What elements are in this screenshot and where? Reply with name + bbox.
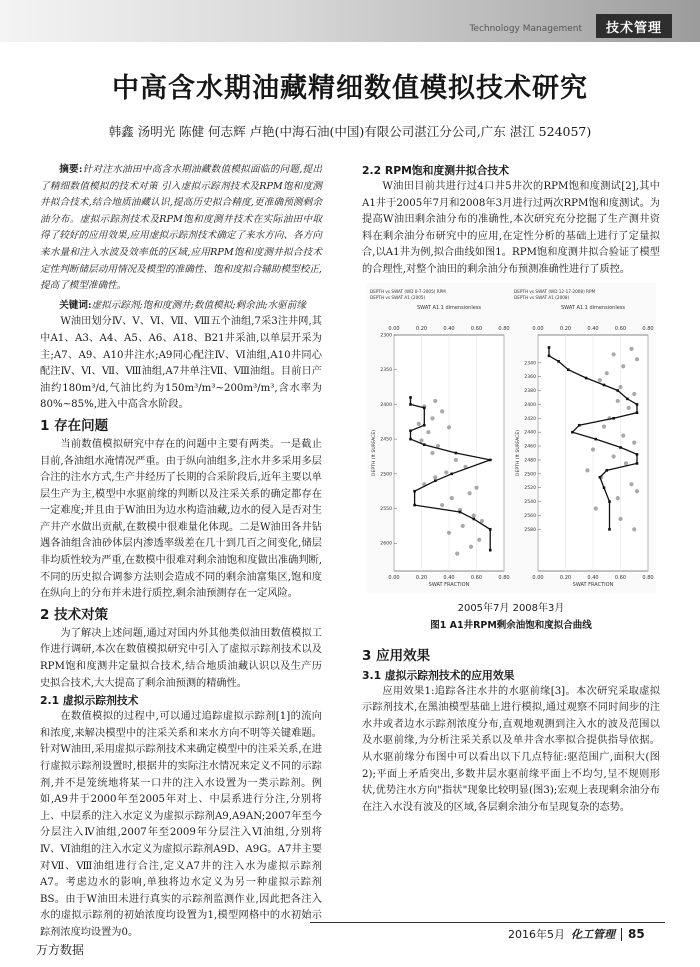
y-tick-label: 2550 — [380, 506, 392, 512]
model-point — [409, 403, 412, 406]
y-axis-label: DEPTH (ft SURFACE) — [516, 429, 521, 476]
x-tick-label: 0.60 — [614, 574, 627, 581]
rpm-data-point — [417, 421, 421, 425]
rpm-data-point — [618, 516, 622, 520]
rpm-data-point — [612, 454, 616, 458]
model-point — [413, 489, 416, 492]
x-axis-label: SWAT FRACTION — [428, 581, 470, 588]
model-point — [605, 469, 608, 472]
model-point — [548, 346, 551, 349]
rpm-data-point — [605, 371, 609, 375]
x-tick-label: 0.40 — [587, 574, 599, 581]
section-tag: 技术管理 — [596, 14, 672, 38]
rpm-data-point — [635, 357, 639, 361]
rpm-data-point — [461, 523, 465, 527]
y-tick-label: 2380 — [524, 388, 536, 394]
model-point — [409, 437, 412, 440]
rpm-data-point — [447, 530, 451, 534]
rpm-data-point — [440, 503, 444, 507]
rpm-data-point — [585, 468, 589, 472]
y-tick-label: 2450 — [380, 437, 392, 443]
rpm-data-point — [433, 475, 437, 479]
header-band — [0, 0, 700, 42]
legend-entry: DEPTH vs SWAT (WD 0-7-2005) RPM — [370, 288, 446, 294]
model-point — [599, 476, 602, 479]
x-tick-label: 0.80 — [642, 574, 654, 581]
model-point — [409, 429, 412, 432]
model-point — [423, 423, 426, 426]
x-tick-label: 0.20 — [559, 574, 572, 581]
x-tick-label: 0.40 — [443, 574, 455, 581]
rpm-data-point — [632, 527, 636, 531]
x-tick-label-top: 0.00 — [388, 325, 400, 332]
model-point — [423, 406, 426, 409]
section-1-heading: 1 存在问题 — [40, 417, 109, 434]
figure-1 — [362, 283, 660, 643]
y-tick-label: 2540 — [524, 499, 536, 505]
x-tick-label-top: 0.60 — [614, 325, 627, 332]
model-point — [489, 528, 492, 531]
rpm-data-point — [477, 537, 481, 541]
rpm-data-point — [468, 491, 472, 495]
rpm-data-point — [591, 447, 595, 451]
section-3-1-paragraph: 应用效果1:追踪各注水井的水驱前缘[3]。本次研究采取虚拟示踪剂技术,在黑油模型基础上进行模拟,通过观察不同时间步的注水井或者边水示踪剂浓度分布,直观地观测到注入水的波及范围以及水驱前缘,为分析注采关系以及单井含水率拟合提供指导依据。从水驱前缘分布图中可以看出以下几点特征:驱范围广,面积大(图2);平面上矛盾突出,多数井层水驱前缘平面上不均匀,呈不规则形状,优势注水方向"指状"现象比较明显(图3);宏观上表现剩余油分布在注入水没有波及的区域,各层剩余油分布呈现复杂的态势。 — [362, 685, 660, 813]
x-tick-label-top: 0.80 — [642, 325, 654, 332]
model-point — [423, 443, 426, 446]
y-tick-label: 2580 — [524, 527, 536, 533]
section-2-2-paragraph: W油田目前共进行过4口井5井次的RPM饱和度测试[2],其中A1井于2005年7月和2008年3月进行过两次RPM饱和度测试。为提高W油田剩余油分布的准确性,本次研究充分挖掘了生产测井资料在剩余油分布研究中的应用,在定性分析的基础上进行了定量拟合,以A1井为例,拟合曲线如图1。RPM饱和度测井拟合验证了模型的合理性,对整个油田的剩余油分布预测准确性进行了质控。 — [362, 181, 660, 275]
rpm-data-point — [635, 489, 639, 493]
y-tick-label: 2560 — [524, 513, 536, 519]
legend-entry: DEPTH vs SWAT A1 (2008) — [514, 294, 570, 300]
rpm-data-point — [612, 352, 616, 356]
x-tick-label-top: 0.00 — [532, 325, 544, 332]
rpm-data-point — [469, 544, 473, 548]
y-tick-label: 2480 — [524, 458, 536, 464]
y-tick-label: 2300 — [380, 333, 392, 339]
abstract — [40, 162, 322, 295]
rpm-data-point — [426, 430, 430, 434]
rpm-data-point — [433, 398, 437, 402]
x-tick-label: 0.60 — [470, 574, 483, 581]
model-point — [636, 453, 639, 456]
x-tick-label-top: 0.80 — [498, 325, 510, 332]
model-point — [409, 396, 412, 399]
abstract-text: 针对注水油田中高含水期油藏数值模拟面临的问题,提出了精细数值模拟的技术对策 引入虚拟示踪剂技术及RPM饱和度测井拟合技术,结合地质油藏认识,提高历史拟合精度,更准确预测剩余油分布。虚拟示踪剂技术及RPM饱和度测井技术在实际油田中取得了较好的应用效果,应用虚拟示踪剂技术确定了来水方向、各方向来水量和注入水波及效率低的区域,应用RPM饱和度测井拟合技术定性判断储层动用情况及模型的准确性、饱和度拟合辅助模型校正,提高了模型准确性。 — [40, 164, 322, 292]
y-axis-label: DEPTH (ft SURFACE) — [372, 429, 377, 476]
model-point — [636, 403, 639, 406]
model-point — [557, 360, 560, 363]
rpm-data-point — [621, 433, 625, 437]
rpm-data-point — [430, 416, 434, 420]
y-tick-label: 2600 — [380, 541, 392, 547]
page-number: 85 — [628, 927, 645, 941]
y-tick-label: 2520 — [524, 485, 536, 491]
rpm-data-point — [455, 551, 459, 555]
section-2-1-paragraph: 在数值模拟的过程中,可以通过追踪虚拟示踪剂[1]的流向和浓度,来解决模型中的注采关系和来水方向不明等关键难题。针对W油田,采用虚拟示踪剂技术来确定模型中的注采关系,在进行虚拟示踪剂设置时,根据井的实际注水情况来定义不同的示踪剂,并不是笼统地将某一口井的注入水设置为一类示踪剂。例如,A9井于2000年至2005年对上、中层系进行分注,分别将上、中层系的注入水定义为虚拟示踪剂A9,A9AN;2007年至今分层注入Ⅳ油组,2007年至2009年分层注入Ⅵ油组,分别将Ⅳ、Ⅵ油组的注入水定义为虚拟示踪剂A9D、A9G。A7井主要对Ⅶ、Ⅷ油组进行合注,定义A7井的注入水为虚拟示踪剂A7。考虑边水的影响,单独将边水定义为另一种虚拟示踪剂BS。由于W油田未进行真实的示踪剂监测作业,因此把各注入水的虚拟示踪剂的初始浓度均设置为1,模型网格中的水初始示踪剂浓度均设置为0。 — [40, 711, 322, 938]
model-point — [608, 500, 611, 503]
x-axis-label: SWAT FRACTION — [572, 581, 614, 588]
legend-entry: DEPTH vs SWAT A1 (2005) — [370, 294, 426, 300]
model-point — [578, 423, 581, 426]
model-point — [594, 437, 597, 440]
paper-title: 中高含水期油藏精细数值模拟技术研究 — [112, 73, 588, 104]
keywords-text: 虚拟示踪剂;饱和度测井;数值模拟;剩余油;水驱前缘 — [91, 299, 306, 311]
section-3-1-heading: 3.1 虚拟示踪剂技术的应用效果 — [362, 668, 515, 682]
model-point — [459, 510, 462, 513]
legend-entry: DEPTH vs SWAT (WD 12-17-2008) RPM — [514, 288, 596, 294]
y-tick-label: 2400 — [380, 402, 392, 408]
x-tick-label: 0.00 — [532, 574, 544, 581]
model-point — [603, 383, 606, 386]
footer-date: 2016年5月 — [508, 928, 565, 941]
model-point — [608, 528, 611, 531]
journal-name: 化工管理 — [571, 928, 615, 941]
y-tick-label: 2360 — [524, 374, 536, 380]
rpm-data-point — [440, 409, 444, 413]
x-tick-label-top: 0.60 — [470, 325, 483, 332]
authors: 韩鑫 汤明光 陈健 何志辉 卢艳(中海石油(中国)有限公司湛江分公司,广东 湛江 524057) — [108, 124, 592, 139]
model-point — [571, 430, 574, 433]
rpm-data-point — [616, 496, 620, 500]
rpm-data-point — [444, 470, 448, 474]
section-2-1-heading: 2.1 虚拟示踪剂技术 — [40, 694, 139, 708]
rpm-data-point — [629, 482, 633, 486]
model-point — [585, 376, 588, 379]
rpm-data-point — [621, 364, 625, 368]
y-tick-label: 2420 — [524, 416, 536, 422]
model-point — [619, 446, 622, 449]
panel-title: SWAT A1.1 dimensionless — [416, 304, 482, 311]
model-point — [626, 397, 629, 400]
right-column — [362, 162, 660, 816]
section-3-heading: 3 应用效果 — [362, 647, 431, 664]
panel-title: SWAT A1.1 dimensionless — [560, 304, 626, 311]
model-point — [455, 451, 458, 454]
rpm-data-point — [618, 385, 622, 389]
x-tick-label-top: 0.20 — [559, 325, 572, 332]
figure-date-labels: 2005年7月 2008年3月 — [457, 602, 565, 614]
section-2-2-heading: 2.2 RPM饱和度测井拟合技术 — [362, 164, 510, 177]
footer-rule — [310, 922, 665, 923]
model-point — [612, 417, 615, 420]
model-point — [450, 472, 453, 475]
y-tick-label: 2340 — [524, 360, 536, 366]
y-tick-label: 2500 — [524, 471, 536, 477]
rpm-data-point — [632, 440, 636, 444]
rpm-data-point — [629, 346, 633, 350]
header-subtag: Technology Management — [469, 24, 582, 34]
x-tick-label: 0.80 — [498, 574, 510, 581]
x-tick-label-top: 0.20 — [415, 325, 428, 332]
keywords-label: 关键词: — [59, 299, 92, 311]
intro-paragraph: W油田划分Ⅳ、Ⅴ、Ⅵ、Ⅶ、Ⅷ五个油组,7采3注井网,其中A1、A3、A4、A5、A6、A18、B21井采油,以单层开采为主;A7、A9、A10井注水;A9同心配注Ⅳ、Ⅵ油组,A10井同心配注Ⅳ、Ⅵ、Ⅶ、Ⅷ油组,A7井单注Ⅶ、Ⅷ油组。目前日产油约180m³/d,气油比约为150m³/m³~200m³/m³,含水率为80%~85%,进入中高含水阶段。 — [40, 316, 322, 411]
model-point — [413, 503, 416, 506]
x-tick-label-top: 0.40 — [443, 325, 455, 332]
left-column — [40, 162, 322, 942]
model-point — [603, 486, 606, 489]
section-1-paragraph: 当前数值模拟研究中存在的问题中主要有两类。一是截止目前,各油组水淹情况严重。由于纵向油组多,注水井多采用多层合注的注水方式,生产井经历了长期的合采阶段后,近年主要以单层生产为主,模型中水驱前缘的判断以及注采关系的确定都存在一定难度;并且由于W油田为边水构造油藏,边水的侵入是否对生产井产水做出贡献,在数模中很难量化体现。二是W油田各井钻遇各油组含油砂体层内渗透率级差在几十到几百之间变化,储层非均质性较为严重,在数模中很难对剩余油饱和度做出准确判断,不同的历史拟合调参方法则会造成不同的剩余油富集区,饱和度在纵向上的分布并未进行质控,剩余油预测存在一定风险。 — [40, 438, 323, 600]
section-2-paragraph: 为了解决上述问题,通过对国内外其他类似油田数值模拟工作进行调研,本次在数值模拟研究中引入了虚拟示踪剂技术以及RPM饱和度测井定量拟合技术,结合地质油藏认识以及生产历史拟合技术,大大提高了剩余油预测的精确性。 — [40, 627, 322, 689]
rpm-data-point — [624, 461, 628, 465]
y-tick-label: 2350 — [380, 367, 392, 373]
model-point — [636, 411, 639, 414]
rpm-data-point — [430, 450, 434, 454]
rpm-data-point — [454, 457, 458, 461]
model-point — [636, 462, 639, 465]
figure-caption: 图1 A1井RPM剩余油饱和度拟合曲线 — [430, 619, 592, 631]
section-2-heading: 2 技术对策 — [40, 606, 109, 623]
rpm-data-point — [627, 405, 631, 409]
rpm-data-point — [598, 378, 602, 382]
model-point — [489, 458, 492, 461]
rpm-fit-chart — [366, 283, 656, 593]
rpm-data-point — [594, 506, 598, 510]
footer-divider — [621, 928, 622, 941]
x-tick-label: 0.20 — [415, 574, 428, 581]
model-point — [616, 389, 619, 392]
rpm-data-point — [450, 496, 454, 500]
rpm-data-point — [472, 513, 476, 517]
rpm-data-point — [602, 424, 606, 428]
model-point — [567, 368, 570, 371]
x-tick-label-top: 0.40 — [587, 325, 599, 332]
abstract-label: 摘要: — [59, 164, 83, 175]
model-point — [434, 479, 437, 482]
y-tick-label: 2400 — [524, 402, 536, 408]
rpm-data-point — [616, 398, 620, 402]
model-point — [489, 548, 492, 551]
rpm-data-point — [474, 485, 478, 489]
keywords — [40, 298, 322, 315]
page-footer — [508, 926, 645, 942]
y-tick-label: 2460 — [524, 444, 536, 450]
model-point — [548, 354, 551, 357]
source-watermark: 万方数据 — [36, 943, 85, 957]
rpm-data-point — [419, 438, 423, 442]
rpm-data-point — [632, 391, 636, 395]
y-tick-label: 2440 — [524, 430, 536, 436]
y-tick-label: 2500 — [380, 471, 392, 477]
rpm-data-point — [447, 425, 451, 429]
model-point — [472, 517, 475, 520]
x-tick-label: 0.00 — [388, 574, 400, 581]
